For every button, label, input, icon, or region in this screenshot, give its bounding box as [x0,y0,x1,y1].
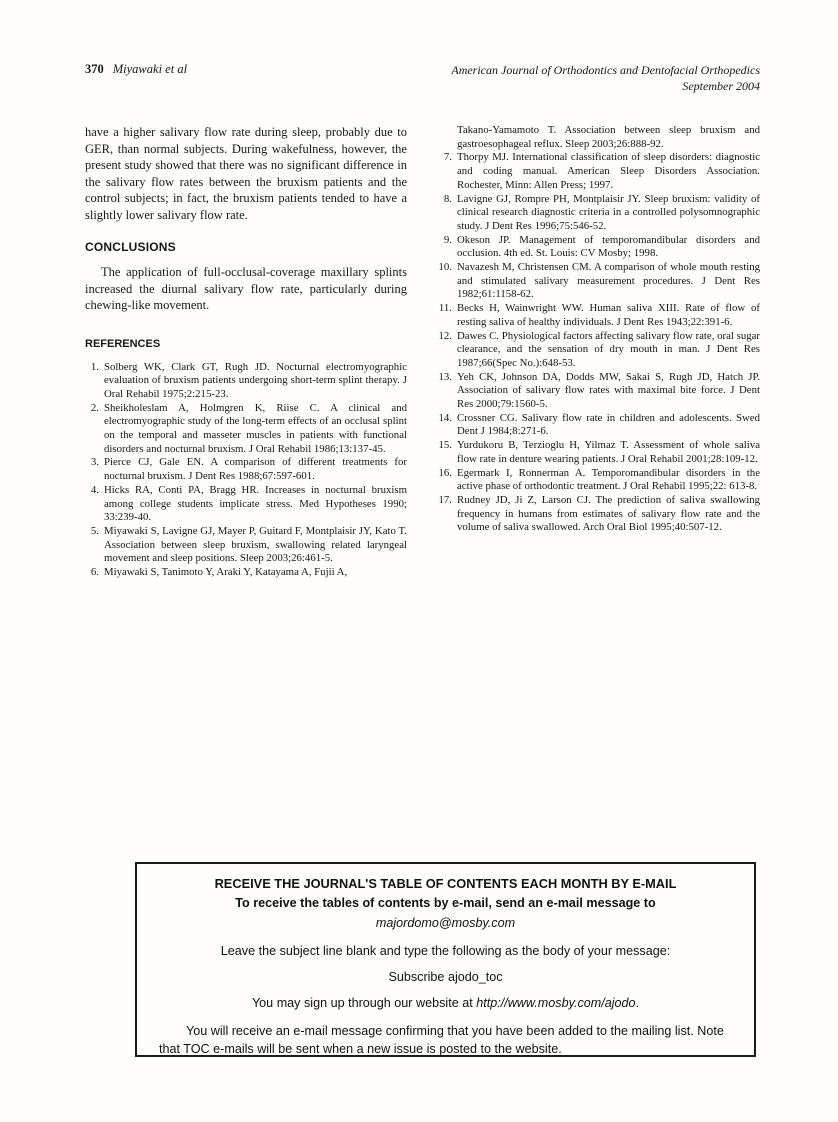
reference-item [438,193,760,234]
reference-number: 8. [443,192,452,205]
issue-date: September 2004 [682,79,760,93]
reference-number: 2. [90,401,99,414]
reference-item [438,261,760,302]
reference-text: Miyawaki S, Lavigne GJ, Mayer P, Guitard F, Montplaisir JY, Kato T. Association between sleep bruxism, swallowing related laryngeal movement and sleep positions. Sleep 2003;26:461-5. [104,524,407,565]
reference-text: Hicks RA, Conti PA, Bragg HR. Increases in nocturnal bruxism among college students implicate stress. Med Hypotheses 1990; 33:239-40. [104,483,407,524]
reference-text: Miyawaki S, Tanimoto Y, Araki Y, Katayama A, Fujii A, [104,566,348,579]
toc-subscription-box [135,862,756,1057]
reference-number: 11. [438,302,452,315]
reference-item [438,330,760,371]
reference-text: Yeh CK, Johnson DA, Dodds MW, Sakai S, Rugh JD, Hatch JP. Association of salivary flow rates with maximal bite force. J Dent Res 2000;79:1560-5. [457,370,760,411]
reference-text: Navazesh M, Christensen CM. A comparison of whole mouth resting and stimulated salivary measurement procedures. J Dent Res 1982;61:1158-62. [457,261,760,301]
reference-number: 3. [90,456,99,469]
running-head-left [85,62,187,77]
intro-paragraph: have a higher salivary flow rate during sleep, probably due to GER, than normal subjects. During wakefulness, however, the present study showed that there was no significant difference in the salivary flow rates between the bruxism patients and the control subjects; in fact, the bruxism patients tended to have a slightly lower salivary flow rate. [85,125,407,222]
reference-number: 16. [438,466,452,479]
reference-item [438,412,760,439]
reference-text: Lavigne GJ, Rompre PH, Montplaisir JY. Sleep bruxism: validity of clinical research diagnostic criteria in a controlled polysomnographic study. J Dent Res 1996;75:546-52. [457,192,760,232]
reference-number: 6. [90,566,99,579]
toc-website-prefix: You may sign up through our website at [251,996,477,1010]
reference-number: 14. [438,411,452,424]
reference-text: Okeson JP. Management of temporomandibular disorders and occlusion. 4th ed. St. Louis: CV Mosby; 1998. [457,233,760,260]
references-list-right [438,151,760,535]
reference-number: 10. [438,261,452,274]
reference-item [85,402,407,457]
conclusions-paragraph: The application of full-occlusal-coverage maxillary splints increased the diurnal salivary flow rate, particularly during chewing-like movement. [85,265,407,312]
reference-item [85,484,407,525]
running-head [85,62,760,94]
toc-subscribe-command: Subscribe ajodo_toc [388,970,503,984]
reference-item [85,566,407,580]
reference-6-continuation: Takano-Yamamoto T. Association between sleep bruxism and gastroesophageal reflux. Sleep 2003;26:888-92. [457,124,760,150]
reference-text: Becks H, Wainwright WW. Human saliva XIII. Rate of flow of resting saliva of healthy individuals. J Dent Res 1943;22:391-6. [457,302,760,328]
toc-box-title: RECEIVE THE JOURNAL'S TABLE OF CONTENTS EACH MONTH BY E-MAIL [214,876,677,891]
running-head-right [451,62,760,94]
reference-text: Rudney JD, Ji Z, Larson CJ. The prediction of saliva swallowing frequency in humans from estimates of salivary flow rate and the volume of saliva swallowed. Arch Oral Biol 1995;40:507-12. [457,493,760,534]
reference-text: Yurdukoru B, Terzioglu H, Yilmaz T. Assessment of whole saliva flow rate in denture wearing patients. J Oral Rehabil 2001;28:109-12. [457,439,760,465]
reference-text: Thorpy MJ. International classification of sleep disorders: diagnostic and coding manual. American Sleep Disorders Association. Rochester, Minn: Allen Press; 1997. [457,151,760,191]
reference-text: Solberg WK, Clark GT, Rugh JD. Nocturnal electromyographic evaluation of bruxism patients undergoing short-term splint therapy. J Oral Rehabil 1975;2:215-23. [104,360,407,400]
reference-number: 15. [438,439,452,452]
reference-text: Sheikholeslam A, Holmgren K, Riise C. A clinical and electromyographic study of the long-term effects of an occlusal splint on the temporal and masseter muscles in patients with functional disorders and nocturnal bruxism. J Oral Rehabil 1986;13:137-45. [104,401,407,455]
reference-text: Egermark I, Ronnerman A. Temporomandibular disorders in the active phase of orthodontic treatment. J Oral Rehabil 1995;22: 613-8. [457,466,760,493]
toc-confirmation-paragraph: You will receive an e-mail message confirming that you have been added to the mailing list. Note that TOC e-mails will be sent when a new issue is posted to the website. [159,1024,724,1056]
left-column [85,124,407,580]
references-list-left [85,361,407,580]
reference-item [438,439,760,466]
toc-website-url: http://www.mosby.com/ajodo [476,996,636,1010]
reference-item [438,234,760,261]
reference-number: 9. [443,233,452,246]
conclusions-heading: CONCLUSIONS [85,240,176,254]
reference-number: 17. [438,493,452,506]
toc-website-line [159,995,732,1012]
reference-item [85,525,407,566]
page-number: 370 [85,62,104,76]
references-heading: REFERENCES [85,337,161,350]
toc-box-subtitle: To receive the tables of contents by e-mail, send an e-mail message to [235,896,656,910]
reference-number: 7. [443,151,452,164]
toc-instruction-line: Leave the subject line blank and type the following as the body of your message: [220,944,671,958]
article-body [85,124,761,580]
reference-item [438,151,760,192]
reference-number: 13. [438,370,452,383]
reference-number: 12. [438,329,452,342]
reference-text: Pierce CJ, Gale EN. A comparison of different treatments for nocturnal bruxism. J Dent Res 1988;67:597-601. [104,456,407,483]
toc-email-address: majordomo@mosby.com [375,916,516,930]
journal-title: American Journal of Orthodontics and Dentofacial Orthopedics [451,63,760,77]
reference-number: 4. [90,483,99,496]
toc-website-suffix: . [635,996,640,1010]
reference-item [438,371,760,412]
reference-item [85,361,407,402]
reference-item [85,456,407,483]
running-authors: Miyawaki et al [112,62,188,76]
reference-text: Dawes C. Physiological factors affecting salivary flow rate, oral sugar clearance, and the sensation of dry mouth in man. J Dent Res 1987;66(Spec No.):648-53. [457,329,760,369]
reference-item [438,467,760,494]
reference-number: 5. [90,524,99,537]
reference-item [438,494,760,535]
reference-item [438,302,760,329]
right-column [438,124,760,580]
reference-number: 1. [90,360,99,373]
reference-text: Crossner CG. Salivary flow rate in children and adolescents. Swed Dent J 1984;8:271-6. [457,411,760,438]
